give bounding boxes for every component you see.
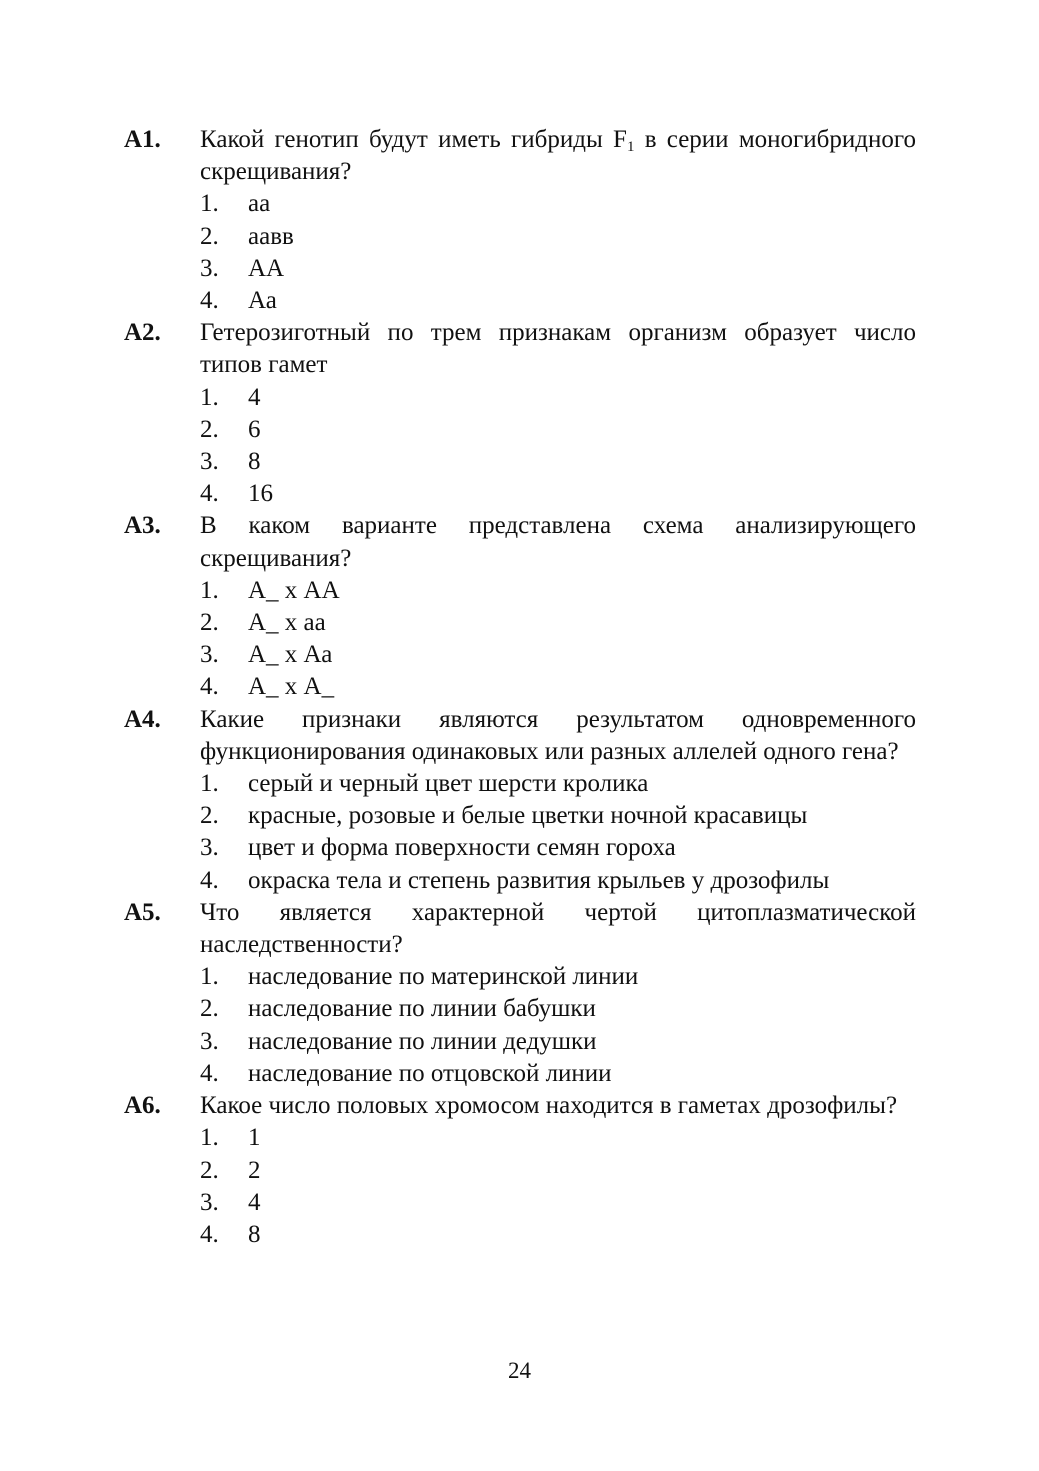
option-number: 1.: [200, 190, 219, 218]
option-number: 2.: [200, 415, 219, 443]
option-number: 4.: [200, 1059, 219, 1087]
option-number: 4.: [200, 480, 219, 508]
option-text: АА: [248, 254, 285, 282]
option-text: А_ х А_: [248, 673, 335, 701]
option-item: [200, 639, 916, 671]
option-item: [200, 478, 916, 510]
question-text-rest: в серии моногибридного скрещивания?: [200, 126, 916, 186]
option-item: [200, 253, 916, 285]
option-number: 4.: [200, 1220, 219, 1248]
option-item: [200, 768, 916, 800]
option-number: 1.: [200, 576, 219, 604]
option-number: 2.: [200, 222, 219, 250]
question-a2: [124, 317, 916, 510]
question-a6: [124, 1090, 916, 1251]
question-number: A2.: [124, 319, 161, 347]
option-text: 4: [248, 1188, 261, 1216]
question-text: Какие признаки являются результатом одновременного функционирования одинаковых или разных аллелей одного гена?: [200, 705, 916, 765]
option-text: 6: [248, 415, 261, 443]
option-item: [200, 1219, 916, 1251]
option-number: 4.: [200, 287, 219, 315]
option-item: [200, 961, 916, 993]
option-text: окраска тела и степень развития крыльев у дрозофилы: [248, 866, 830, 894]
option-item: [200, 446, 916, 478]
option-number: 2.: [200, 995, 219, 1023]
option-text: красные, розовые и белые цветки ночной красавицы: [248, 802, 808, 830]
option-list: [200, 575, 916, 704]
question-text: Какое число половых хромосом находится в гаметах дрозофилы?: [200, 1092, 898, 1120]
question-number: A1.: [124, 126, 161, 153]
option-item: [200, 1058, 916, 1090]
question-number: A6.: [124, 1092, 161, 1120]
option-item: [200, 607, 916, 639]
option-number: 2.: [200, 802, 219, 830]
question-text-subscript: 1: [626, 139, 635, 155]
option-item: [200, 1155, 916, 1187]
option-item: [200, 1026, 916, 1058]
option-number: 3.: [200, 641, 219, 669]
option-item: [200, 832, 916, 864]
option-text: 1: [248, 1124, 261, 1152]
question-text-main: Какой генотип будут иметь гибриды F: [200, 126, 627, 153]
option-number: 1.: [200, 963, 219, 991]
option-list: [200, 768, 916, 897]
question-text: Что является характерной чертой цитоплазматической наследственности?: [200, 898, 916, 959]
option-item: [200, 414, 916, 446]
question-number: A5.: [124, 898, 161, 926]
option-text: 8: [248, 1220, 261, 1248]
question-a5: [124, 897, 916, 1090]
option-number: 3.: [200, 1027, 219, 1055]
option-list: [200, 188, 916, 317]
question-a4: [124, 704, 916, 897]
option-list: [200, 1122, 916, 1251]
question-text: В каком варианте представлена схема анализирующего скрещивания?: [200, 512, 916, 572]
option-text: 16: [248, 480, 273, 508]
question-text: Гетерозиготный по трем признакам организм образует число типов гамет: [200, 319, 916, 379]
question-text: [200, 124, 916, 188]
option-number: 2.: [200, 1156, 219, 1184]
option-item: [200, 1187, 916, 1219]
option-item: [200, 1122, 916, 1154]
option-text: аа: [248, 190, 271, 218]
option-text: наследование по материнской линии: [248, 963, 639, 991]
option-item: [200, 188, 916, 220]
option-number: 4.: [200, 673, 219, 701]
question-list: [124, 124, 916, 1251]
option-item: [200, 993, 916, 1025]
question-number: A3.: [124, 512, 161, 540]
option-text: А_ х Аа: [248, 641, 333, 669]
option-text: наследование по отцовской линии: [248, 1059, 612, 1087]
option-number: 1.: [200, 383, 219, 411]
option-text: наследование по линии дедушки: [248, 1027, 597, 1055]
option-list: [200, 382, 916, 511]
option-number: 2.: [200, 609, 219, 637]
option-number: 3.: [200, 254, 219, 282]
option-text: серый и черный цвет шерсти кролика: [248, 770, 649, 798]
option-text: 8: [248, 448, 261, 476]
option-item: [200, 800, 916, 832]
option-number: 3.: [200, 1188, 219, 1216]
option-text: 4: [248, 383, 261, 411]
question-a3: [124, 510, 916, 703]
option-text: аавв: [248, 222, 294, 250]
option-item: [200, 575, 916, 607]
page-number: 24: [508, 1358, 531, 1383]
option-text: 2: [248, 1156, 261, 1184]
option-text: наследование по линии бабушки: [248, 995, 596, 1023]
option-item: [200, 865, 916, 897]
option-number: 3.: [200, 834, 219, 862]
question-a1: [124, 124, 916, 317]
option-item: [200, 671, 916, 703]
option-item: [200, 382, 916, 414]
option-number: 4.: [200, 866, 219, 894]
option-item: [200, 285, 916, 317]
option-text: А_ х АА: [248, 576, 340, 604]
option-number: 1.: [200, 770, 219, 798]
option-text: А_ х аа: [248, 609, 326, 637]
option-item: [200, 221, 916, 253]
option-text: цвет и форма поверхности семян гороха: [248, 834, 676, 862]
option-list: [200, 961, 916, 1090]
question-number: A4.: [124, 705, 161, 733]
option-text: Аа: [248, 287, 277, 315]
option-number: 1.: [200, 1124, 219, 1152]
option-number: 3.: [200, 448, 219, 476]
